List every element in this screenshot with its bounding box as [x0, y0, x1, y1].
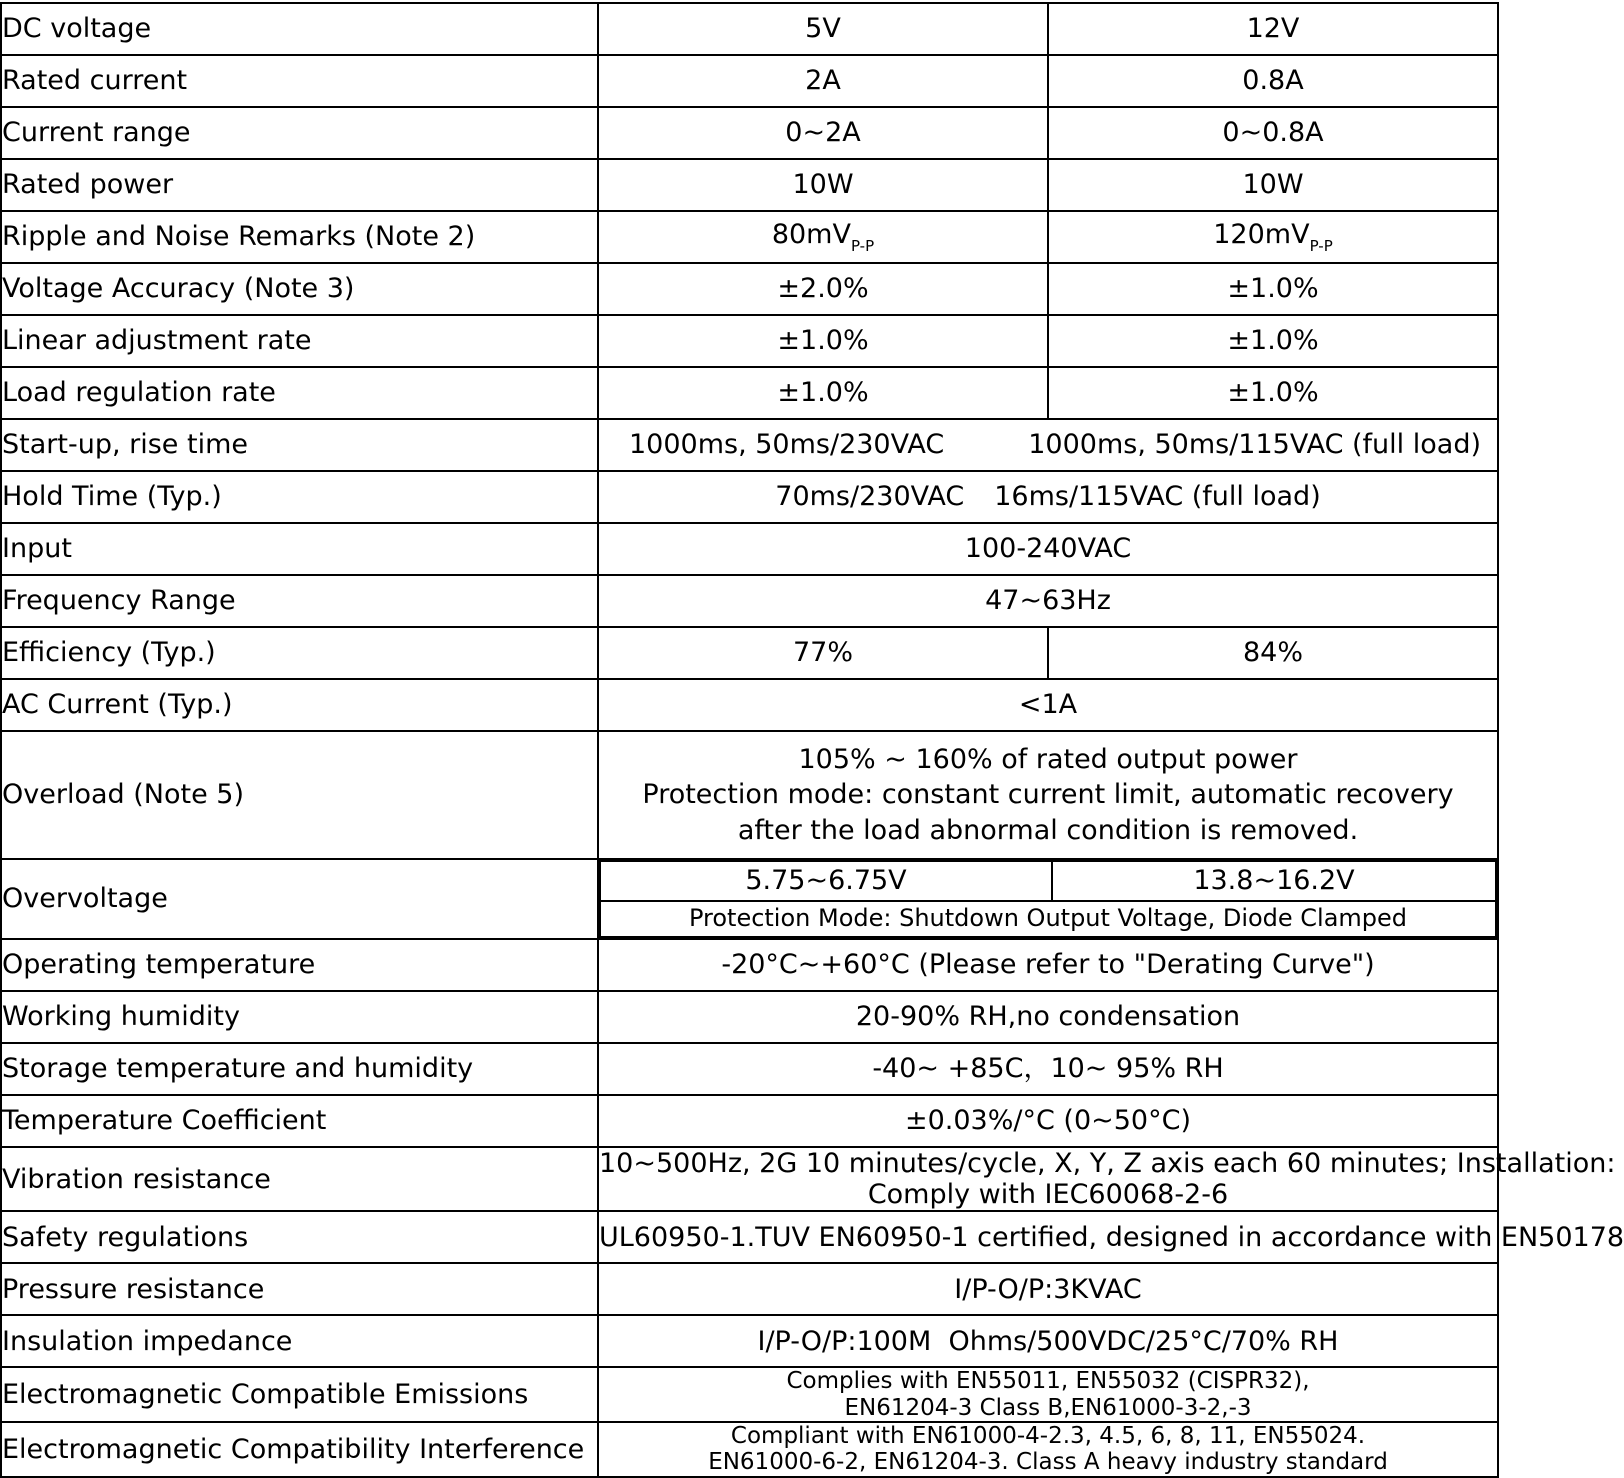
table-row: [1, 575, 1498, 627]
table-row: [1, 1211, 1498, 1263]
row-label: Hold Time (Typ.): [1, 471, 598, 523]
value-5v: 5.75~6.75V: [600, 861, 1052, 901]
table-row: [1, 211, 1498, 263]
shared-value: I/P-O/P:100M Ohms/500VDC/25°C/70% RH: [598, 1315, 1498, 1367]
table-row: [1, 939, 1498, 991]
value-5v: ±2.0%: [598, 263, 1048, 315]
emissions-line-2: EN61204-3 Class B,EN61000-3-2,-3: [844, 1394, 1252, 1421]
row-label: Temperature Coefficient: [1, 1095, 598, 1147]
vibration-line-1: 10~500Hz, 2G 10 minutes/cycle, X, Y, Z axis each 60 minutes; Installation:: [599, 1148, 1616, 1179]
shared-value: -40~ +85C，10~ 95% RH: [598, 1043, 1498, 1095]
value-5v: ±1.0%: [598, 367, 1048, 419]
shared-value: -20°C~+60°C (Please refer to "Derating Curve"): [598, 939, 1498, 991]
value-5v: ±1.0%: [598, 315, 1048, 367]
row-label: Input: [1, 523, 598, 575]
overvoltage-split: [599, 860, 1497, 938]
value-5v: 10W: [598, 159, 1048, 211]
shared-value: I/P-O/P:3KVAC: [598, 1263, 1498, 1315]
value-12v: 10W: [1048, 159, 1498, 211]
shared-value: 20-90% RH,no condensation: [598, 991, 1498, 1043]
value-12v: 0.8A: [1048, 55, 1498, 107]
startup-value: [598, 419, 1498, 471]
table-row: [1, 419, 1498, 471]
value-5v: 77%: [598, 627, 1048, 679]
shared-value: UL60950-1.TUV EN60950-1 certified, designed in accordance with EN50178: [598, 1211, 1498, 1263]
row-label: Voltage Accuracy (Note 3): [1, 263, 598, 315]
row-label: Electromagnetic Compatibility Interference: [1, 1422, 598, 1477]
ripple-subscript: P-P: [1309, 236, 1333, 255]
value-12v: ±1.0%: [1048, 263, 1498, 315]
table-row: [1, 367, 1498, 419]
table-row: [1, 627, 1498, 679]
row-label: Safety regulations: [1, 1211, 598, 1263]
row-label: Storage temperature and humidity: [1, 1043, 598, 1095]
overvoltage-mode: Protection Mode: Shutdown Output Voltage, Diode Clamped: [600, 901, 1496, 937]
value-5v: [598, 211, 1048, 263]
overload-line-3: after the load abnormal condition is removed.: [737, 814, 1359, 846]
value-12v: ±1.0%: [1048, 315, 1498, 367]
ripple-value: 80mV: [771, 218, 851, 250]
value-12v: 0~0.8A: [1048, 107, 1498, 159]
table-row: [1, 859, 1498, 939]
table-row: [1, 107, 1498, 159]
table-row: [1, 315, 1498, 367]
shared-value: ±0.03%/°C (0~50°C): [598, 1095, 1498, 1147]
row-label: Insulation impedance: [1, 1315, 598, 1367]
row-label: Efficiency (Typ.): [1, 627, 598, 679]
overload-line-1: 105% ~ 160% of rated output power: [798, 744, 1298, 776]
hold-time-value: [598, 471, 1498, 523]
startup-115vac: 1000ms, 50ms/115VAC (full load): [1028, 429, 1481, 461]
value-12v: 13.8~16.2V: [1052, 861, 1496, 901]
row-label: DC voltage: [1, 3, 598, 55]
row-label: Current range: [1, 107, 598, 159]
startup-230vac: 1000ms, 50ms/230VAC: [629, 429, 945, 461]
interference-line-1: Compliant with EN61000-4-2.3, 4.5, 6, 8, 11, EN55024.: [730, 1422, 1366, 1449]
table-row: [1, 1263, 1498, 1315]
shared-value: <1A: [598, 679, 1498, 731]
table-row: [1, 55, 1498, 107]
table-row: [1, 1422, 1498, 1477]
shared-value: 47~63Hz: [598, 575, 1498, 627]
table-row: [1, 1367, 1498, 1422]
row-label: AC Current (Typ.): [1, 679, 598, 731]
table-row: [1, 731, 1498, 859]
table-row: [1, 3, 1498, 55]
table-row: [1, 1315, 1498, 1367]
value-5v: 5V: [598, 3, 1048, 55]
ripple-value: 120mV: [1213, 218, 1310, 250]
row-label: Overload (Note 5): [1, 731, 598, 859]
row-label: Start-up, rise time: [1, 419, 598, 471]
row-label: Ripple and Noise Remarks (Note 2): [1, 211, 598, 263]
vibration-line-2: Comply with IEC60068-2-6: [867, 1179, 1229, 1211]
table-row: [1, 1043, 1498, 1095]
value-12v: 12V: [1048, 3, 1498, 55]
shared-value: 100-240VAC: [598, 523, 1498, 575]
interference-line-2: EN61000-6-2, EN61204-3. Class A heavy industry standard: [708, 1449, 1388, 1476]
row-label: Linear adjustment rate: [1, 315, 598, 367]
row-label: Frequency Range: [1, 575, 598, 627]
table-row: [1, 471, 1498, 523]
row-label: Load regulation rate: [1, 367, 598, 419]
value-5v: 2A: [598, 55, 1048, 107]
row-label: Rated current: [1, 55, 598, 107]
row-label: Vibration resistance: [1, 1147, 598, 1211]
value-12v: ±1.0%: [1048, 367, 1498, 419]
table-row: [1, 991, 1498, 1043]
value-5v: 0~2A: [598, 107, 1048, 159]
row-label: Working humidity: [1, 991, 598, 1043]
table-row: [1, 523, 1498, 575]
value-12v: [1048, 211, 1498, 263]
table-row: [1, 263, 1498, 315]
ripple-subscript: P-P: [850, 236, 875, 255]
vibration-value: [598, 1147, 1616, 1211]
value-12v: 84%: [1048, 627, 1498, 679]
hold-230vac: 70ms/230VAC: [775, 481, 965, 513]
emissions-line-1: Complies with EN55011, EN55032 (CISPR32),: [786, 1368, 1310, 1395]
table-row: [1, 679, 1498, 731]
table-row: [1, 1147, 1498, 1211]
row-label: Pressure resistance: [1, 1263, 598, 1315]
emc-emissions-value: [598, 1367, 1498, 1422]
table-row: [1, 159, 1498, 211]
table-row: [1, 1095, 1498, 1147]
hold-115vac: 16ms/115VAC (full load): [994, 481, 1321, 513]
overload-line-2: Protection mode: constant current limit, automatic recovery: [642, 779, 1454, 811]
row-label: Rated power: [1, 159, 598, 211]
emc-interference-value: [598, 1422, 1498, 1477]
spec-table: [0, 2, 1624, 1478]
overvoltage-value: [598, 859, 1498, 939]
row-label: Overvoltage: [1, 859, 598, 939]
overload-value: [598, 731, 1498, 859]
row-label: Operating temperature: [1, 939, 598, 991]
row-label: Electromagnetic Compatible Emissions: [1, 1367, 598, 1422]
